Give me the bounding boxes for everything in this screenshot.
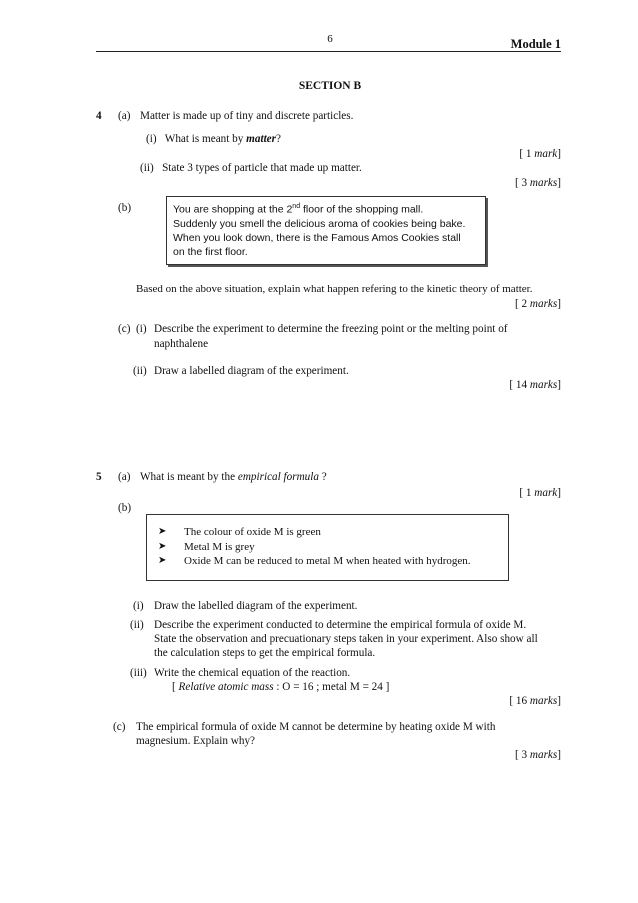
q5b-i-text: Draw the labelled diagram of the experiment. <box>154 600 358 612</box>
list-item: ➤ The colour of oxide M is green <box>158 526 321 538</box>
q4b-marks: [ 2 marks] <box>514 298 561 310</box>
q4a-label: (a) <box>118 110 131 122</box>
q5b-ii-line2: State the observation and precuationary steps taken in your experiment. Also show all <box>154 633 538 645</box>
q5c-line1: The empirical formula of oxide M cannot be determine by heating oxide M with <box>136 721 496 733</box>
q5a-label: (a) <box>118 471 131 483</box>
arrow-bullet-icon: ➤ <box>158 526 167 537</box>
q4a-ii-line <box>140 162 362 174</box>
q5c-marks: [ 3 marks] <box>514 749 561 761</box>
q5b-marks: [ 16 marks] <box>509 695 561 707</box>
q4b-question: Based on the above situation, explain what happen refering to the kinetic theory of matter. <box>136 283 533 295</box>
q4c-ii-label: (ii) <box>133 365 147 377</box>
q4c-i-line1: Describe the experiment to determine the freezing point or the melting point of <box>154 323 508 335</box>
q5b-i-label: (i) <box>133 600 144 612</box>
list-item: ➤ Metal M is grey <box>158 540 255 553</box>
q5b-ii-line1: Describe the experiment conducted to determine the empirical formula of oxide M. <box>154 619 527 631</box>
q5b-bullet-list <box>158 525 471 569</box>
page-number: 6 <box>327 33 333 45</box>
q4c-marks: [ 14 marks] <box>509 379 561 391</box>
list-item: ➤ Oxide M can be reduced to metal M when heated with hydrogen. <box>158 555 471 567</box>
q5b-iii-text: Write the chemical equation of the reaction. <box>154 667 351 679</box>
q5a-end: ? <box>318 471 327 483</box>
q4a-ii-text: State 3 types of particle that made up matter. <box>162 162 362 174</box>
q4a-i-label: (i) <box>146 133 157 145</box>
q5-number: 5 <box>96 471 102 483</box>
q4b-scenario-text <box>173 200 465 259</box>
q5a-line <box>140 471 327 483</box>
q4b-box-line1: You are shopping at the 2nd floor of the shopping mall. <box>173 203 424 216</box>
q5c-line2: magnesium. Explain why? <box>136 735 255 747</box>
q4a-i-line <box>146 133 281 145</box>
q4a-i-term: matter <box>246 133 277 145</box>
q4b-box-line2: Suddenly you smell the delicious aroma of cookies being bake. <box>173 217 466 230</box>
header-rule <box>96 51 561 52</box>
q4a-i-marks: [ 1 mark] <box>519 148 561 160</box>
q4b-box-line3: When you look down, there is the Famous Amos Cookies stall <box>173 231 461 244</box>
q5b-ii-label: (ii) <box>130 619 144 631</box>
q4a-text: Matter is made up of tiny and discrete particles. <box>140 110 354 122</box>
q4c-i-label: (i) <box>136 323 147 335</box>
arrow-bullet-icon: ➤ <box>158 540 167 552</box>
q4a-i-end: ? <box>276 133 281 145</box>
q5b-label: (b) <box>118 502 132 514</box>
q4a-i-text: What is meant by <box>164 133 244 145</box>
q5a-marks: [ 1 mark] <box>519 487 561 499</box>
q5b-relative-atomic-mass: [ Relative atomic mass : O = 16 ; metal M = 24 ] <box>172 681 390 693</box>
module-label: Module 1 <box>510 37 561 51</box>
q5a-term: empirical formula <box>237 471 319 483</box>
q4c-ii-text: Draw a labelled diagram of the experiment. <box>154 365 349 377</box>
q4a-ii-marks: [ 3 marks] <box>514 177 561 189</box>
q4-number: 4 <box>96 110 102 122</box>
section-title: SECTION B <box>298 80 362 92</box>
q5a-text: What is meant by the <box>140 471 236 483</box>
q4c-label: (c) <box>118 323 131 335</box>
q4b-label: (b) <box>118 202 132 214</box>
q4b-box-line4: on the first floor. <box>173 245 248 258</box>
ram-label: Relative atomic mass <box>178 681 274 693</box>
q5c-label: (c) <box>113 721 126 733</box>
arrow-bullet-icon: ➤ <box>158 555 167 566</box>
q5b-iii-label: (iii) <box>130 667 147 679</box>
q4a-ii-label: (ii) <box>140 162 154 174</box>
q5b-facts <box>158 525 471 569</box>
q5b-ii-line3: the calculation steps to get the empirical formula. <box>154 647 376 659</box>
q4c-i-line2: naphthalene <box>154 338 209 350</box>
